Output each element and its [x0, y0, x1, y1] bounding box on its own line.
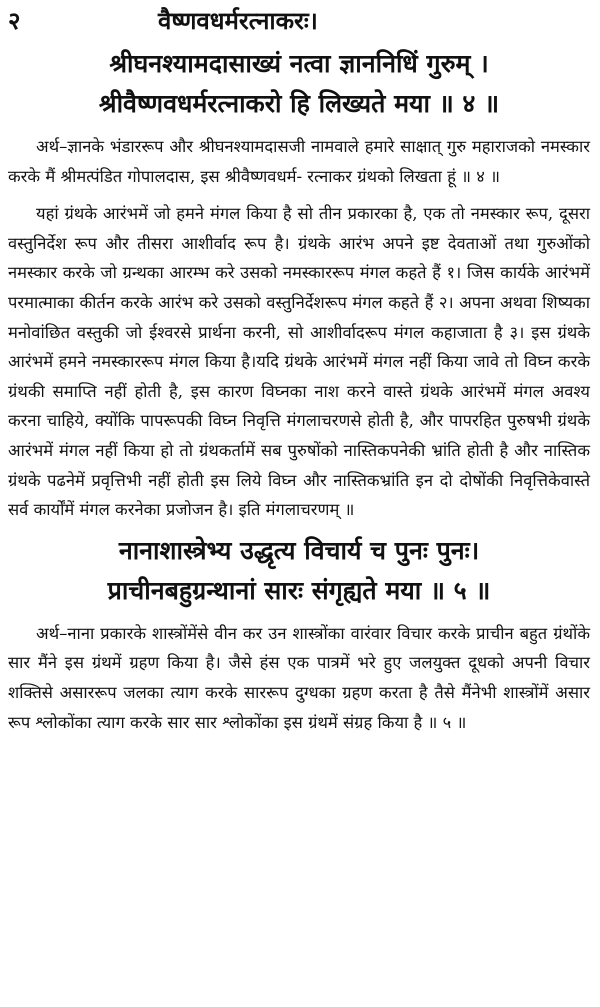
verse-5-line-1: नानाशास्त्रेभ्य उद्धृत्य विचार्य च पुनः पुनः।: [118, 535, 480, 565]
verse-4-line-1: श्रीघनश्यामदासाख्यं नत्वा ज्ञाननिधिं गुरुम् ।: [109, 49, 489, 78]
verse-4: [8, 44, 590, 124]
meaning-5-paragraph: अर्थ–नाना प्रकारके शास्त्रोंमेंसे वीन कर उन शास्त्रोंका वारंवार विचार करके प्राचीन बहुत ग्रंथोंके सार मैंने इस ग्रंथमें ग्रहण किया है। जैसे हंस एक पात्रमें भरे हुए जलयुक्त दूधको अपनी विचार शक्तिसे असाररूप जलका त्याग करके साररूप दुग्धका ग्रहण करता है तैसे मैंनेभी शास्त्रोंमें असार रूप श्लोकोंका त्याग करके सार सार श्लोकोंका इस ग्रंथमें संग्रह किया है ॥ ५ ॥: [8, 623, 590, 732]
page-header: [8, 4, 590, 40]
running-title: वैष्णवधर्मरत्नाकरः।: [158, 6, 318, 35]
verse-5: [8, 531, 590, 611]
verse-4-line-2: श्रीवैष्णवधर्मरत्नाकरो हि लिख्यते मया ॥ ४ ॥: [98, 89, 500, 118]
meaning-4-paragraph: अर्थ–ज्ञानके भंडाररूप और श्रीघनश्यामदासजी नामवाले हमारे साक्षात् गुरु महाराजको नमस्कार करके मैं श्रीमत्पंडित गोपालदास, इस श्रीवैष्णवधर्म- रत्नाकर ग्रंथको लिखता हूं ॥ ४ ॥: [8, 137, 590, 186]
verse-5-line-2: प्राचीनबहुग्रन्थानां सारः संगृह्यते मया ॥ ५ ॥: [107, 575, 491, 605]
page-number: २: [8, 6, 21, 35]
commentary-paragraph: यहां ग्रंथके आरंभमें जो हमने मंगल किया है सो तीन प्रकारका है, एक तो नमस्कार रूप, दूसरा वस्तुनिर्देश रूप और तीसरा आशीर्वाद रूप है। ग्रंथके आरंभ अपने इष्ट देवताओं तथा गुरुओंको नमस्कार करके जो ग्रन्थका आरम्भ करे उसको नमस्काररूप मंगल कहते हैं १। जिस कार्यके आरंभमें परमात्माका कीर्तन करके आरंभ करे उसको वस्तुनिर्देशरूप मंगल कहते हैं २। अपना अथवा शिष्यका मनोवांछित वस्तुकी जो ईश्वरसे प्रार्थना करनी, सो आशीर्वादरूप मंगल कहाजाता है ३। इस ग्रंथके आरंभमें हमने नमस्काररूप मंगल किया है।यदि ग्रंथके आरंभमें मंगल नहीं किया जावे तो विघ्न करके ग्रंथकी समाप्ति नहीं होती है, इस कारण विघ्नका नाश करने वास्ते ग्रंथके आरंभमें मंगल अवश्य करना चाहिये, क्योंकि पापरूपकी विघ्न निवृत्ति मंगलाचरणसे होती है, और पापरहित पुरुषभी ग्रंथके आरंभमें मंगल नहीं किया हो तो ग्रंथकर्तामें सब पुरुषोंको नास्तिकपनेकी भ्रांति होती है और नास्तिक ग्रंथके पढनेमें प्रवृत्तिभी नहीं होती इस लिये विघ्न और नास्तिकभ्रांति इन दो दोषोंकी निवृत्तिकेवास्ते सर्व कार्योंमें मंगल करनेका प्रजोजन है। इति मंगलाचरणम् ॥: [8, 204, 590, 520]
